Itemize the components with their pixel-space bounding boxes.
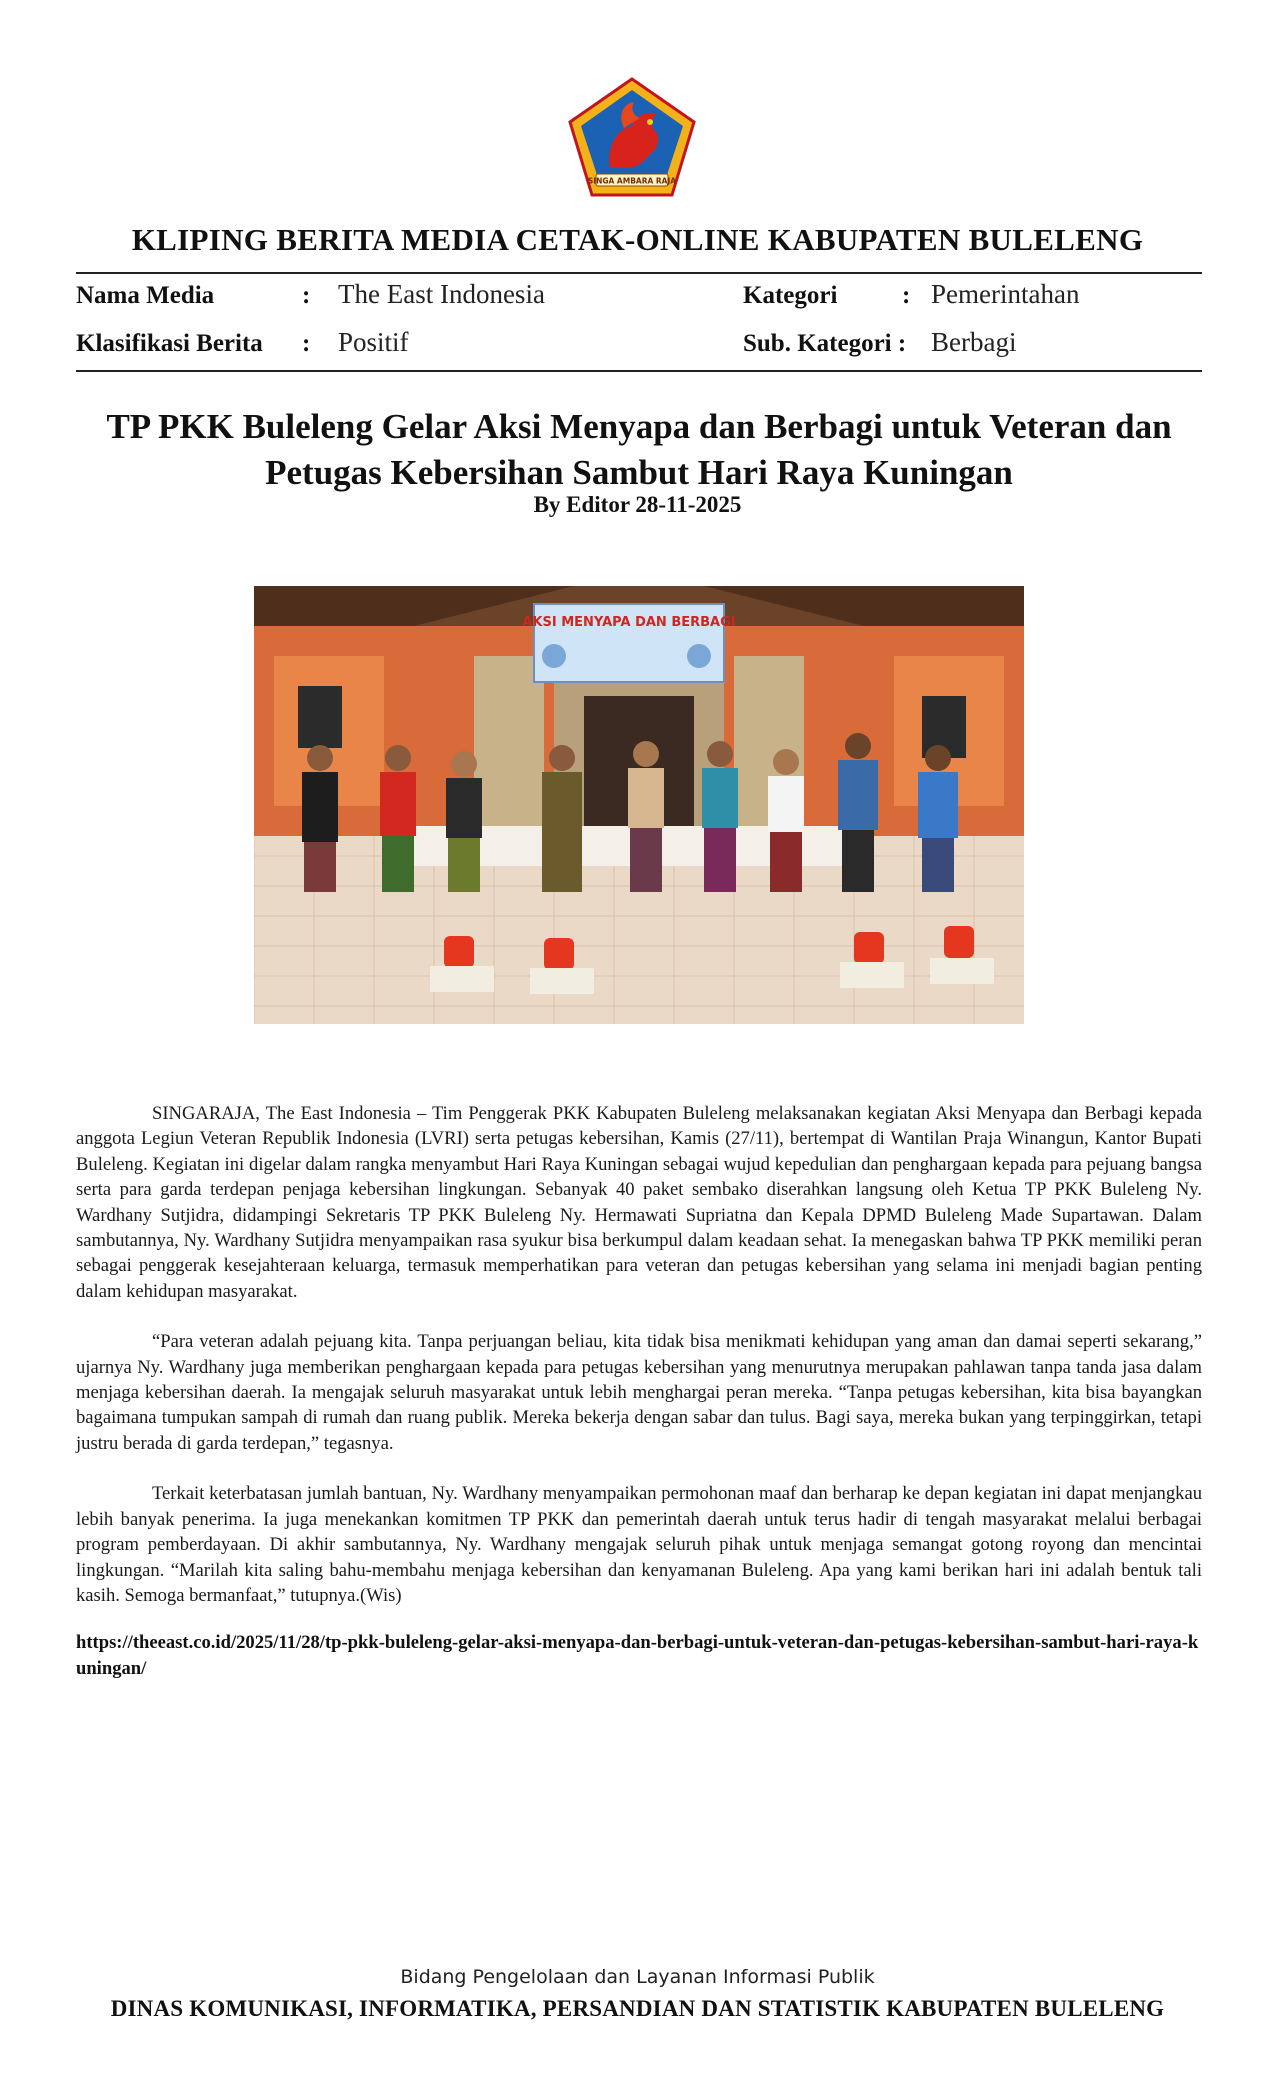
klasifikasi-value: Positif	[338, 327, 409, 357]
article-byline: By Editor 28-11-2025	[533, 492, 742, 517]
kategori-colon: :	[902, 282, 911, 309]
article-photo	[254, 586, 1024, 1024]
footer-division: Bidang Pengelolaan dan Layanan Informasi Publik	[400, 1966, 875, 1988]
article-headline: TP PKK Buleleng Gelar Aksi Menyapa dan Berbagi untuk Veteran dan Petugas Kebersihan Sambut Hari Raya Kuningan	[106, 407, 1172, 492]
kategori-value: Pemerintahan	[931, 279, 1080, 309]
buleleng-regency-logo	[566, 76, 698, 198]
kategori-label: Kategori	[743, 282, 838, 309]
svg-text:AKSI MENYAPA DAN BERBAGI: AKSI MENYAPA DAN BERBAGI	[522, 615, 736, 630]
article-paragraph-1: SINGARAJA, The East Indonesia – Tim Penggerak PKK Kabupaten Buleleng melaksanakan kegiatan Aksi Menyapa dan Berbagi kepada anggota Legiun Veteran Republik Indonesia (LVRI) serta petugas kebersihan, Kamis (27/11), bertempat di Wantilan Praja Winangun, Kantor Bupati Buleleng. Kegiatan ini digelar dalam rangka menyambut Hari Raya Kuningan sebagai wujud kepedulian dan penghargaan kepada para pejuang bangsa serta para garda terdepan penjaga kebersihan lingkungan. Sebanyak 40 paket sembako diserahkan langsung oleh Ketua TP PKK Buleleng Ny. Wardhany Sutjidra, didampingi Sekretaris TP PKK Buleleng Ny. Hermawati Supriatna dan Kepala DPMD Buleleng Made Supartawan. Dalam sambutannya, Ny. Wardhany Sutjidra menyampaikan rasa syukur bisa berkumpul dalam keadaan sehat. Ia menegaskan bahwa TP PKK memiliki peran sebagai penggerak kesejahteraan keluarga, termasuk memperhatikan para veteran dan petugas kebersihan yang selama ini menjadi bagian penting dalam kehidupan masyarakat.	[76, 1103, 1202, 1302]
top-divider	[76, 272, 1202, 274]
footer-office: DINAS KOMUNIKASI, INFORMATIKA, PERSANDIAN DAN STATISTIK KABUPATEN BULELENG	[110, 1996, 1165, 2021]
article-paragraph-3: Terkait keterbatasan jumlah bantuan, Ny. Wardhany menyampaikan permohonan maaf dan berharap ke depan kegiatan ini dapat menjangkau lebih banyak penerima. Ia juga menekankan komitmen TP PKK dan pemerintah daerah untuk terus hadir di tengah masyarakat melalui berbagai program pemberdayaan. Di akhir sambutannya, Ny. Wardhany mengajak seluruh pihak untuk menjaga semangat gotong royong dan mencintai lingkungan. “Marilah kita saling bahu-membahu menjaga kebersihan dan kenyamanan Buleleng. Apa yang kami berikan hari ini adalah bentuk tali kasih. Semoga bermanfaat,” tutupnya.(Wis)	[76, 1483, 1202, 1606]
media-colon: :	[302, 282, 311, 309]
source-link[interactable]: https://theeast.co.id/2025/11/28/tp-pkk-buleleng-gelar-aksi-menyapa-dan-berbagi-untuk-veteran-dan-petugas-kebersihan-sambut-hari-raya-kuningan/	[76, 1632, 1199, 1679]
media-label: Nama Media	[76, 282, 215, 309]
media-value: The East Indonesia	[338, 279, 545, 309]
klasifikasi-colon: :	[302, 330, 311, 357]
svg-text:SINGA AMBARA RAJA: SINGA AMBARA RAJA	[587, 176, 677, 186]
article-paragraph-2: “Para veteran adalah pejuang kita. Tanpa perjuangan beliau, kita tidak bisa menikmati kehidupan yang aman dan damai seperti sekarang,” ujarnya Ny. Wardhany juga memberikan penghargaan kepada para petugas kebersihan yang menurutnya merupakan pahlawan tanpa tanda jasa dalam menjaga kebersihan daerah. Ia mengajak seluruh masyarakat untuk lebih menghargai peran mereka. “Tanpa petugas kebersihan, kita bisa bayangkan bagaimana tumpukan sampah di rumah dan ruang publik. Mereka bekerja dengan sabar dan tulus. Bagi saya, mereka bukan yang terpinggirkan, tetapi justru berada di garda terdepan,” tegasnya.	[76, 1331, 1202, 1454]
klasifikasi-label: Klasifikasi Berita	[76, 330, 263, 357]
subkategori-label: Sub. Kategori :	[743, 330, 907, 357]
article-body	[76, 1101, 1202, 1633]
document-title: KLIPING BERITA MEDIA CETAK-ONLINE KABUPATEN BULELENG	[131, 222, 1144, 257]
subkategori-value: Berbagi	[931, 327, 1017, 357]
bottom-divider	[76, 370, 1202, 372]
